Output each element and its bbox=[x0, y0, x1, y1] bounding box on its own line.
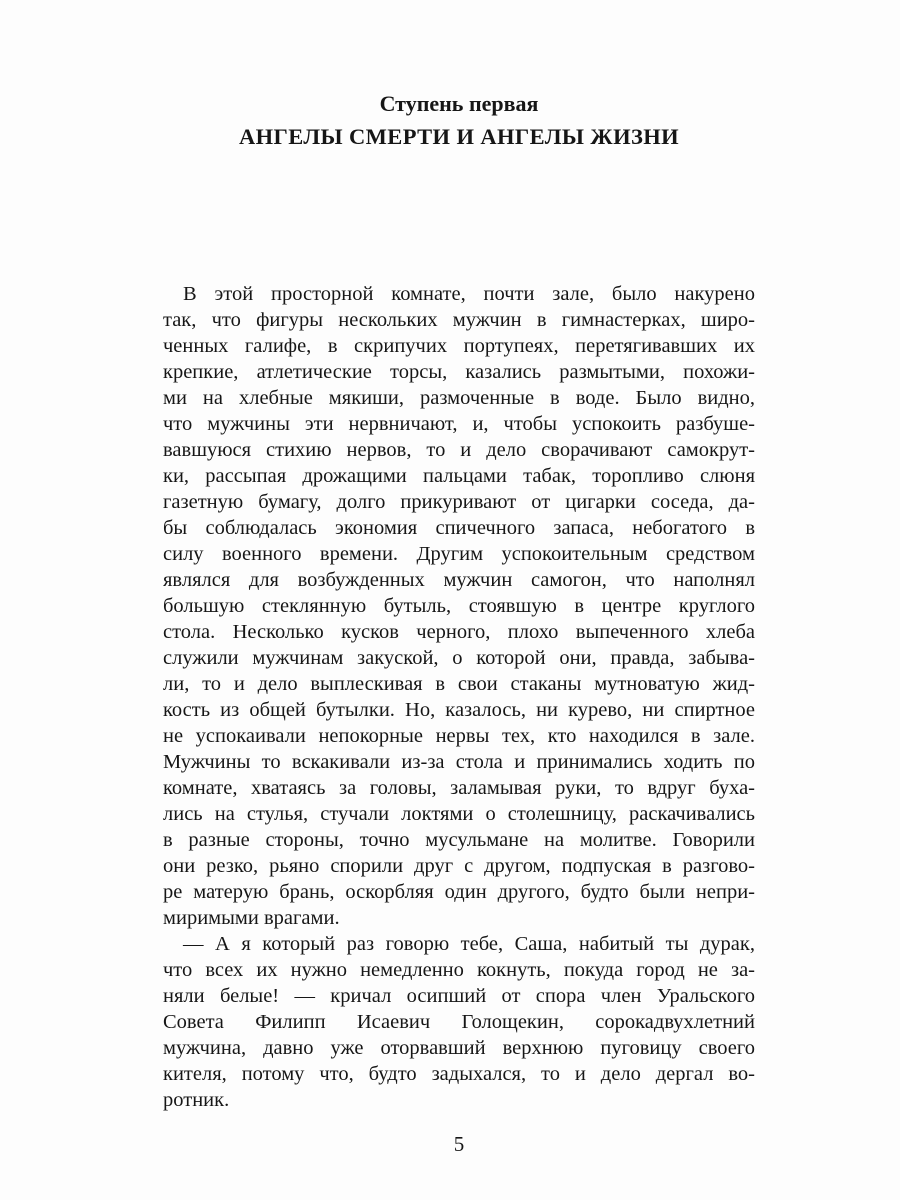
text-line: крепкие, атлетические торсы, казались размытыми, похожи- bbox=[163, 361, 755, 383]
text-line: они резко, рьяно спорили друг с другом, подпуская в разгово- bbox=[163, 855, 755, 877]
text-line: — А я который раз говорю тебе, Саша, набитый ты дурак, bbox=[183, 933, 755, 955]
text-line: являлся для возбужденных мужчин самогон, что наполнял bbox=[163, 569, 755, 591]
text-line: что мужчины эти нервничают, и, чтобы успокоить разбуше- bbox=[163, 413, 755, 435]
text-line: ре матерую брань, оскорбляя один другого, будто были непри- bbox=[163, 881, 755, 903]
text-line: бы соблюдалась экономия спичечного запаса, небогатого в bbox=[163, 517, 755, 539]
chapter-title: АНГЕЛЫ СМЕРТИ И АНГЕЛЫ ЖИЗНИ bbox=[238, 124, 680, 149]
paragraph bbox=[163, 931, 755, 1113]
text-line: кость из общей бутылки. Но, казалось, ни курево, ни спиртное bbox=[163, 699, 755, 721]
text-line: мужчина, давно уже оторвавший верхнюю пуговицу своего bbox=[163, 1037, 755, 1059]
text-line: кителя, потому что, будто задыхался, то и дело дергал во- bbox=[163, 1063, 755, 1085]
text-line: служили мужчинам закуской, о которой они, правда, забыва- bbox=[163, 647, 755, 669]
text-line: ми на хлебные мякиши, размоченные в воде. Было видно, bbox=[163, 387, 755, 409]
text-line: Мужчины то вскакивали из-за стола и принимались ходить по bbox=[163, 751, 755, 773]
text-line: вавшуюся стихию нервов, то и дело сворачивают самокрут- bbox=[163, 439, 755, 461]
paragraph bbox=[163, 281, 755, 931]
text-line: лись на стулья, стучали локтями о столешницу, раскачивались bbox=[163, 803, 755, 825]
text-line: ченных галифе, в скрипучих портупеях, перетягивавших их bbox=[163, 335, 755, 357]
text-line: силу военного времени. Другим успокоительным средством bbox=[163, 543, 755, 565]
text-line: что всех их нужно немедленно кокнуть, покуда город не за- bbox=[163, 959, 755, 981]
text-line: миримыми врагами. bbox=[163, 907, 340, 929]
chapter-heading bbox=[163, 92, 755, 149]
text-line: ли, то и дело выплескивая в свои стаканы мутноватую жид- bbox=[163, 673, 755, 695]
text-line: Совета Филипп Исаевич Голощекин, сорокадвухлетний bbox=[163, 1011, 755, 1033]
text-line: няли белые! — кричал осипший от спора член Уральского bbox=[163, 985, 755, 1007]
text-line: большую стеклянную бутыль, стоявшую в центре круглого bbox=[163, 595, 755, 617]
text-line: ки, рассыпая дрожащими пальцами табак, торопливо слюня bbox=[163, 465, 755, 487]
text-line: так, что фигуры нескольких мужчин в гимнастерках, широ- bbox=[163, 309, 755, 331]
text-line: в разные стороны, точно мусульмане на молитве. Говорили bbox=[163, 829, 755, 851]
text-line: газетную бумагу, долго прикуривают от цигарки соседа, да- bbox=[163, 491, 755, 513]
text-line: стола. Несколько кусков черного, плохо выпеченного хлеба bbox=[163, 621, 755, 643]
text-line: ротник. bbox=[163, 1089, 230, 1111]
chapter-label: Ступень первая bbox=[379, 91, 539, 116]
text-line: комнате, хватаясь за головы, заламывая руки, то вдруг буха- bbox=[163, 777, 755, 799]
text-line: не успокаивали непокорные нервы тех, кто находился в зале. bbox=[163, 725, 755, 747]
text-line: В этой просторной комнате, почти зале, было накурено bbox=[183, 283, 755, 305]
page-number: 5 bbox=[453, 1132, 465, 1156]
body-text bbox=[163, 281, 755, 1113]
